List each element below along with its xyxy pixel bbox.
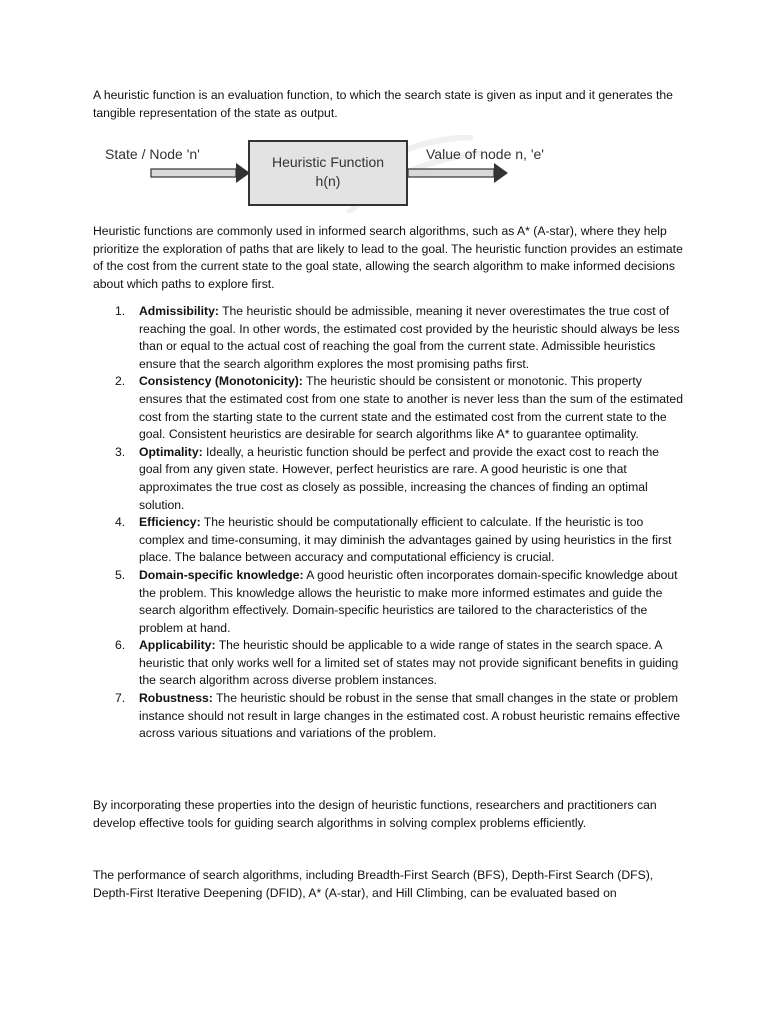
property-term: Optimality: [139,444,203,459]
property-text: Ideally, a heuristic function should be perfect and provide the exact cost to reach the goal from any given state. However, perfect heuristics are rare. A good heuristic is one that approximates the true cost as closely as possible, increasing the chances of finding an optimal solution. [139,444,660,512]
performance-paragraph: The performance of search algorithms, including Breadth-First Search (BFS), Depth-First Search (DFS), Depth-First Iterative Deepening (DFID), A* (A-star), and Hill Climbing, can be evaluated based on [93,868,654,900]
box-label-line1: Heuristic Function [271,154,385,170]
property-text: The heuristic should be consistent or monotonic. This property ensures that the estimated cost from one state to another is never less than the sum of the estimated cost from the starting state to the current state and the estimated cost from the current state to the goal. Consistent heuristics are desirable for search algorithms like A* to guarantee optimality. [139,374,683,442]
property-number: 4. [115,515,126,530]
intro-paragraph: A heuristic function is an evaluation function, to which the search state is given as input and it generates the tangible representation of the state as output. [93,88,673,120]
property-item [93,514,683,567]
property-number: 6. [115,638,126,653]
input-arrow [151,163,250,183]
property-item [93,444,683,514]
property-text: The heuristic should be computationally efficient to calculate. If the heuristic is too complex and time-consuming, it may diminish the advantages gained by using heuristics in the first place. The balance between accuracy and computational efficiency is crucial. [139,515,672,565]
property-term: Applicability: [139,638,216,653]
property-item [93,303,683,373]
property-number: 7. [115,691,126,706]
property-text: A good heuristic often incorporates domain-specific knowledge about the problem. This knowledge allows the heuristic to make more informed estimates and guide the search algorithm effectively. Domain-specific heuristics are tailored to the characteristics of the problem at hand. [139,567,678,635]
conclusion-paragraph: By incorporating these properties into the design of heuristic functions, researchers and practitioners can develop effective tools for guiding search algorithms in solving complex problems efficiently. [93,798,657,830]
property-term: Domain-specific knowledge: [139,567,304,582]
property-term: Efficiency: [139,515,201,530]
output-label: Value of node n, 'e' [426,146,544,162]
property-number: 1. [115,304,126,318]
property-item [93,567,683,637]
property-number: 3. [115,444,126,459]
property-text: The heuristic should be applicable to a wide range of states in the search space. A heuristic that only works well for a limited set of states may not provide significant benefits in guiding the search algorithm across diverse problem instances. [139,638,679,688]
description-paragraph: Heuristic functions are commonly used in informed search algorithms, such as A* (A-star), where they help prioritize the exploration of paths that are likely to lead to the goal. The heuristic function provides an estimate of the cost from the current state to the goal state, allowing the search algorithm to make informed decisions about which paths to explore first. [93,224,683,291]
box-label-line2: h(n) [315,173,341,189]
property-item [93,373,683,443]
input-label: State / Node 'n' [105,146,200,162]
property-number: 2. [115,374,126,389]
property-number: 5. [115,567,126,582]
property-item [93,690,683,743]
property-item [93,637,683,690]
property-text: The heuristic should be robust in the sense that small changes in the state or problem instance should not result in large changes in the estimated cost. A robust heuristic remains effective across various situations and variations of the problem. [139,691,681,741]
heuristic-function-diagram [103,135,573,213]
property-term: Admissibility: [139,304,219,318]
property-text: The heuristic should be admissible, meaning it never overestimates the true cost of reaching the goal. In other words, the estimated cost provided by the heuristic should always be less than or equal to the actual cost of reaching the goal from the current state. Admissible heuristics ensure that the search algorithm explores the most promising paths first. [139,304,680,371]
property-term: Robustness: [139,691,213,706]
properties-list [93,303,683,743]
property-term: Consistency (Monotonicity): [139,374,303,389]
